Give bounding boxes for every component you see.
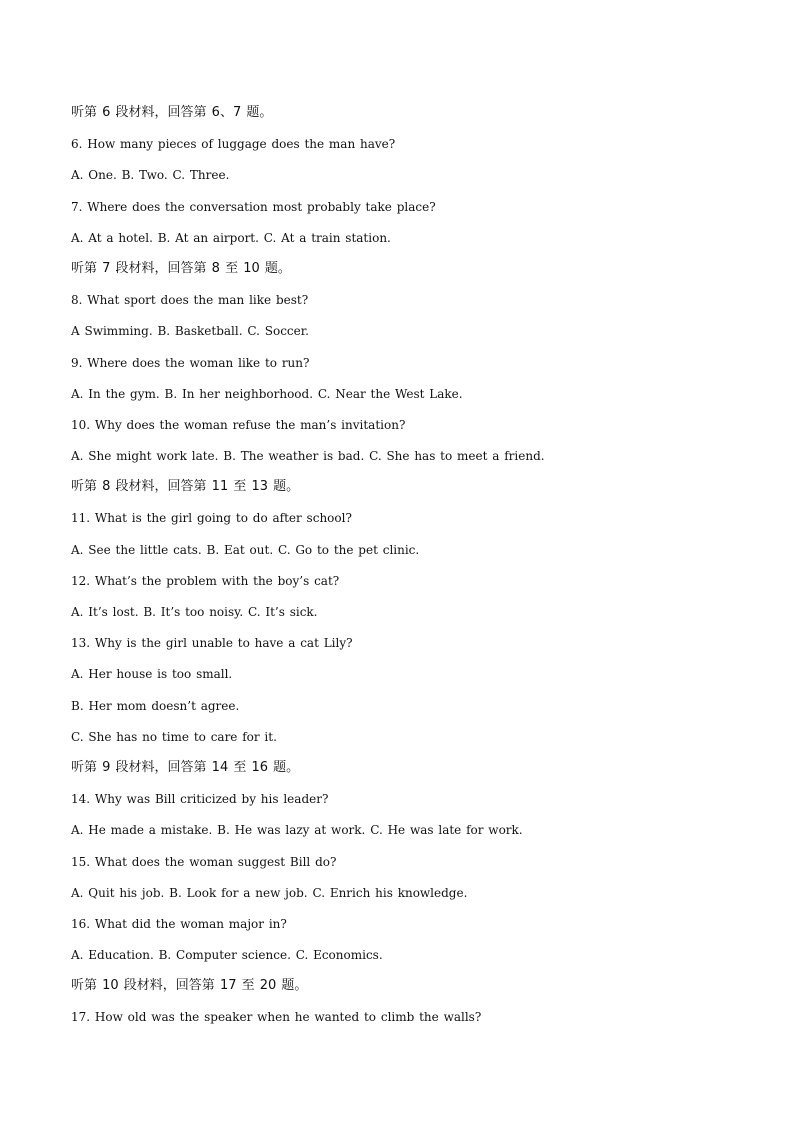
options-15: A. Quit his job. B. Look for a new job. C. Enrich his knowledge.	[71, 885, 468, 900]
question-list	[71, 103, 761, 1039]
section-heading-6: 听第 6 段材料，回答第 6、7 题。	[71, 105, 273, 120]
question-14: 14. Why was Bill criticized by his leader?	[71, 792, 329, 807]
section-heading-7: 听第 7 段材料，回答第 8 至 10 题。	[71, 260, 291, 276]
question-15: 15. What does the woman suggest Bill do?	[71, 854, 337, 869]
section-heading-8: 听第 8 段材料，回答第 11 至 13 题。	[71, 479, 300, 495]
options-7: A. At a hotel. B. At an airport. C. At a train station.	[71, 230, 391, 245]
question-6: 6. How many pieces of luggage does the man have?	[71, 137, 396, 152]
options-9: A. In the gym. B. In her neighborhood. C. Near the West Lake.	[71, 386, 463, 401]
option-13-c: C. She has no time to care for it.	[71, 729, 277, 744]
question-9: 9. Where does the woman like to run?	[71, 355, 310, 370]
options-8: A Swimming. B. Basketball. C. Soccer.	[71, 324, 309, 339]
question-10: 10. Why does the woman refuse the man’s invitation?	[71, 417, 406, 432]
question-12: 12. What’s the problem with the boy’s cat?	[71, 573, 340, 588]
section-heading-9: 听第 9 段材料，回答第 14 至 16 题。	[71, 759, 300, 775]
options-11: A. See the little cats. B. Eat out. C. Go to the pet clinic.	[71, 542, 420, 557]
question-7: 7. Where does the conversation most probably take place?	[71, 199, 436, 214]
option-13-a: A. Her house is too small.	[71, 667, 233, 682]
question-13: 13. Why is the girl unable to have a cat Lily?	[71, 636, 353, 651]
question-17: 17. How old was the speaker when he wanted to climb the walls?	[71, 1010, 482, 1025]
options-12: A. It’s lost. B. It’s too noisy. C. It’s sick.	[71, 605, 318, 619]
options-16: A. Education. B. Computer science. C. Economics.	[71, 948, 383, 963]
question-11: 11. What is the girl going to do after school?	[71, 511, 352, 526]
options-6: A. One. B. Two. C. Three.	[71, 168, 230, 183]
question-16: 16. What did the woman major in?	[71, 916, 287, 931]
section-heading-10: 听第 10 段材料，回答第 17 至 20 题。	[71, 978, 308, 994]
options-14: A. He made a mistake. B. He was lazy at work. C. He was late for work.	[71, 823, 523, 838]
options-10: A. She might work late. B. The weather is bad. C. She has to meet a friend.	[71, 449, 545, 464]
question-8: 8. What sport does the man like best?	[71, 293, 309, 308]
option-13-b: B. Her mom doesn’t agree.	[71, 698, 240, 713]
